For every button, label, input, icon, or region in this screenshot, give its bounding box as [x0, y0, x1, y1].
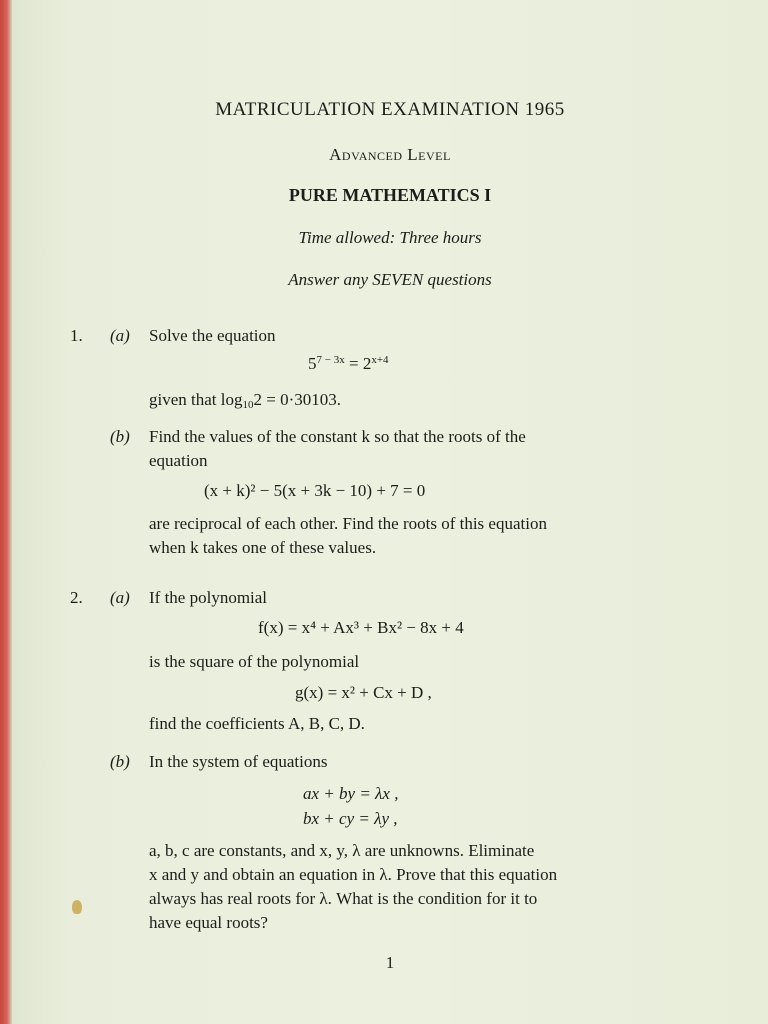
eq-exponent-1: 7 − 3x	[316, 354, 345, 366]
question-2b-line-1: a, b, c are constants, and x, y, λ are unknowns. Eliminate	[149, 841, 535, 860]
eq-exponent-2: x+4	[371, 354, 389, 366]
exam-title: MATRICULATION EXAMINATION 1965	[215, 99, 565, 120]
exam-instructions: Answer any SEVEN questions	[288, 270, 492, 289]
question-2b-text: In the system of equations	[149, 752, 328, 771]
question-2b-line-2: x and y and obtain an equation in λ. Prove that this equation	[149, 865, 558, 884]
question-2a-text-3: find the coefficients A, B, C, D.	[149, 714, 365, 733]
given-prefix: given that log	[149, 390, 243, 409]
exam-page	[12, 0, 768, 1024]
page-number: 1	[385, 953, 395, 972]
exam-time: Time allowed: Three hours	[298, 228, 482, 247]
question-2a-label: (a)	[110, 588, 130, 607]
given-suffix: 2 = 0·30103.	[253, 390, 341, 409]
paper-stain	[72, 900, 82, 914]
question-1a-given	[149, 388, 341, 412]
question-1a-equation	[308, 354, 389, 374]
exam-subject: PURE MATHEMATICS I	[288, 185, 492, 205]
question-2b-equation-1: ax + by = λx ,	[303, 784, 399, 803]
question-2b-label: (b)	[110, 752, 130, 771]
question-2b-equation-2: bx + cy = λy ,	[303, 809, 398, 828]
question-1b-equation: (x + k)² − 5(x + 3k − 10) + 7 = 0	[204, 481, 426, 500]
question-2a-equation-f: f(x) = x⁴ + Ax³ + Bx² − 8x + 4	[258, 618, 464, 637]
exam-level: Advanced Level	[329, 145, 451, 164]
question-2-number: 2.	[70, 588, 83, 607]
eq-equals: =	[344, 354, 363, 373]
question-2b-line-4: have equal roots?	[149, 913, 268, 932]
question-1a-text: Solve the equation	[149, 326, 276, 345]
question-1b-line-2: equation	[149, 451, 208, 470]
question-1b-line-1: Find the values of the constant k so that the roots of the	[149, 427, 526, 446]
question-1-number: 1.	[70, 326, 83, 345]
eq-base-2: 2	[362, 354, 372, 373]
question-1b-label: (b)	[110, 427, 130, 446]
question-2a-equation-g: g(x) = x² + Cx + D ,	[295, 683, 432, 702]
question-2b-line-3: always has real roots for λ. What is the condition for it to	[149, 889, 538, 908]
question-1b-line-4: when k takes one of these values.	[149, 538, 377, 557]
question-1b-line-3: are reciprocal of each other. Find the roots of this equation	[149, 514, 547, 533]
red-book-edge	[0, 0, 12, 1024]
eq-base-5: 5	[308, 354, 317, 373]
question-2a-text-2: is the square of the polynomial	[149, 652, 360, 671]
question-1a-label: (a)	[110, 326, 130, 345]
log-base: 10	[242, 399, 254, 411]
question-2a-text: If the polynomial	[149, 588, 268, 607]
